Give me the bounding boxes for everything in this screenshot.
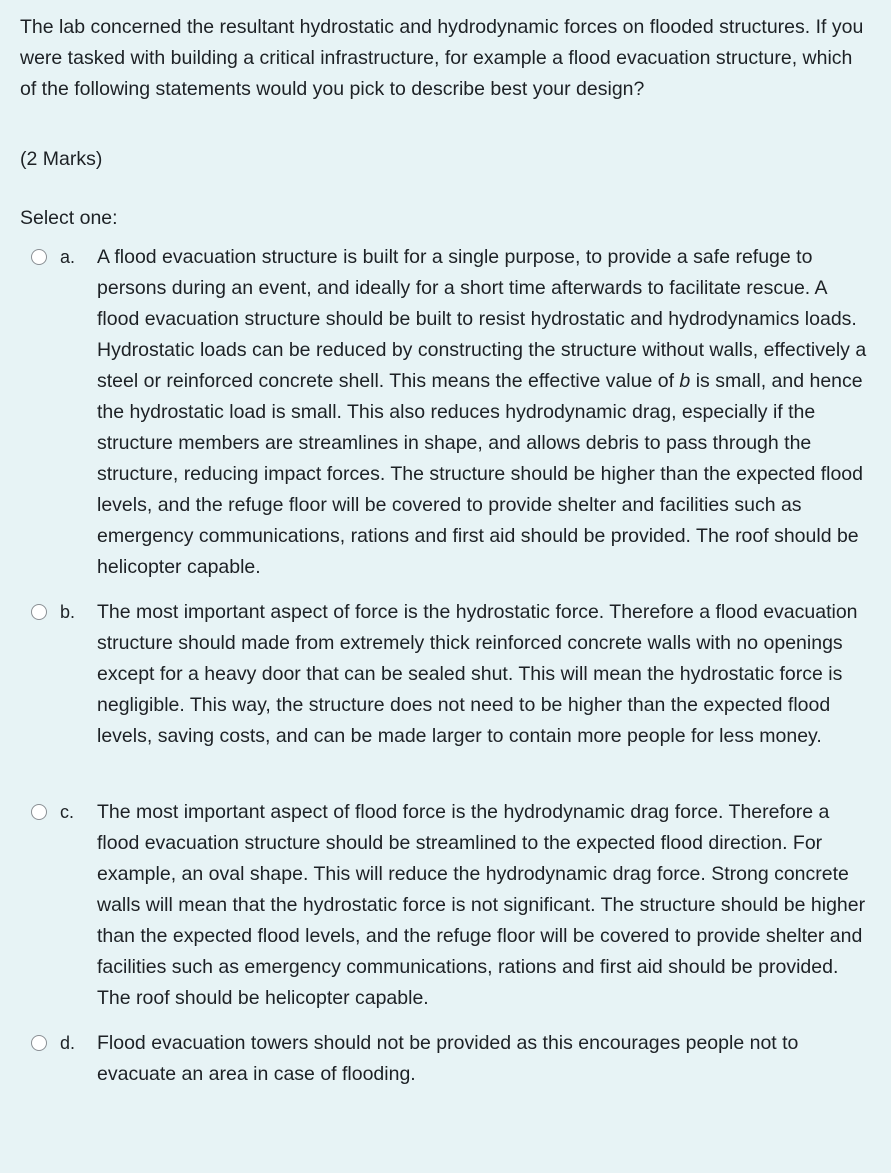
variable-b: b	[679, 370, 691, 392]
radio-button-c[interactable]	[31, 804, 47, 820]
option-text-d: Flood evacuation towers should not be provided as this encourages people not to evacuate an area in case of flooding.	[97, 1032, 799, 1085]
option-letter-a: a.	[60, 247, 76, 267]
answer-option-a[interactable]	[20, 242, 871, 583]
option-text-a-part1: A flood evacuation structure is built for a single purpose, to provide a safe refuge to persons during an event, and ideally for a short time afterwards to facilitate rescue. A flood evacuation structure should be built to resist hydrostatic and hydrodynamics loads. Hydrostatic loads can be reduced by constructing the structure without walls, effectively a steel or reinforced concrete shell. This means the effective value of	[97, 246, 867, 392]
select-prompt: Select one:	[20, 207, 118, 229]
radio-button-a[interactable]	[31, 249, 47, 265]
option-letter-d: d.	[60, 1033, 76, 1053]
option-letter-c: c.	[60, 802, 75, 822]
question-marks: (2 Marks)	[20, 148, 103, 170]
answer-option-b[interactable]	[20, 597, 871, 752]
answer-option-c[interactable]	[20, 797, 871, 1014]
option-text-a-part2: is small, and hence the hydrostatic load is small. This also reduces hydrodynamic drag, especially if the structure members are streamlines in shape, and allows debris to pass through the structure, reducing impact forces. The structure should be higher than the expected flood levels, and the refuge floor will be covered to provide shelter and facilities such as emergency communications, rations and first aid should be provided. The roof should be helicopter capable.	[97, 370, 863, 578]
option-text-a	[97, 242, 872, 583]
question-text: The lab concerned the resultant hydrostatic and hydrodynamic forces on flooded structures. If you were tasked with building a critical infrastructure, for example a flood evacuation structure, which of the following statements would you pick to describe best your design?	[20, 16, 864, 100]
answer-option-d[interactable]	[20, 1028, 871, 1090]
answer-options	[20, 242, 871, 1090]
option-letter-b: b.	[60, 602, 76, 622]
option-text-b: The most important aspect of force is the hydrostatic force. Therefore a flood evacuation structure should made from extremely thick reinforced concrete walls with no openings except for a heavy door that can be sealed shut. This will mean the hydrostatic force is negligible. This way, the structure does not need to be higher than the expected flood levels, saving costs, and can be made larger to contain more people for less money.	[97, 601, 858, 747]
radio-button-b[interactable]	[31, 604, 47, 620]
radio-button-d[interactable]	[31, 1035, 47, 1051]
option-text-c: The most important aspect of flood force is the hydrodynamic drag force. Therefore a flood evacuation structure should be streamlined to the expected flood direction. For example, an oval shape. This will reduce the hydrodynamic drag force. Strong concrete walls will mean that the hydrostatic force is not significant. The structure should be higher than the expected flood levels, and the refuge floor will be covered to provide shelter and facilities such as emergency communications, rations and first aid should be provided. The roof should be helicopter capable.	[97, 801, 866, 1009]
